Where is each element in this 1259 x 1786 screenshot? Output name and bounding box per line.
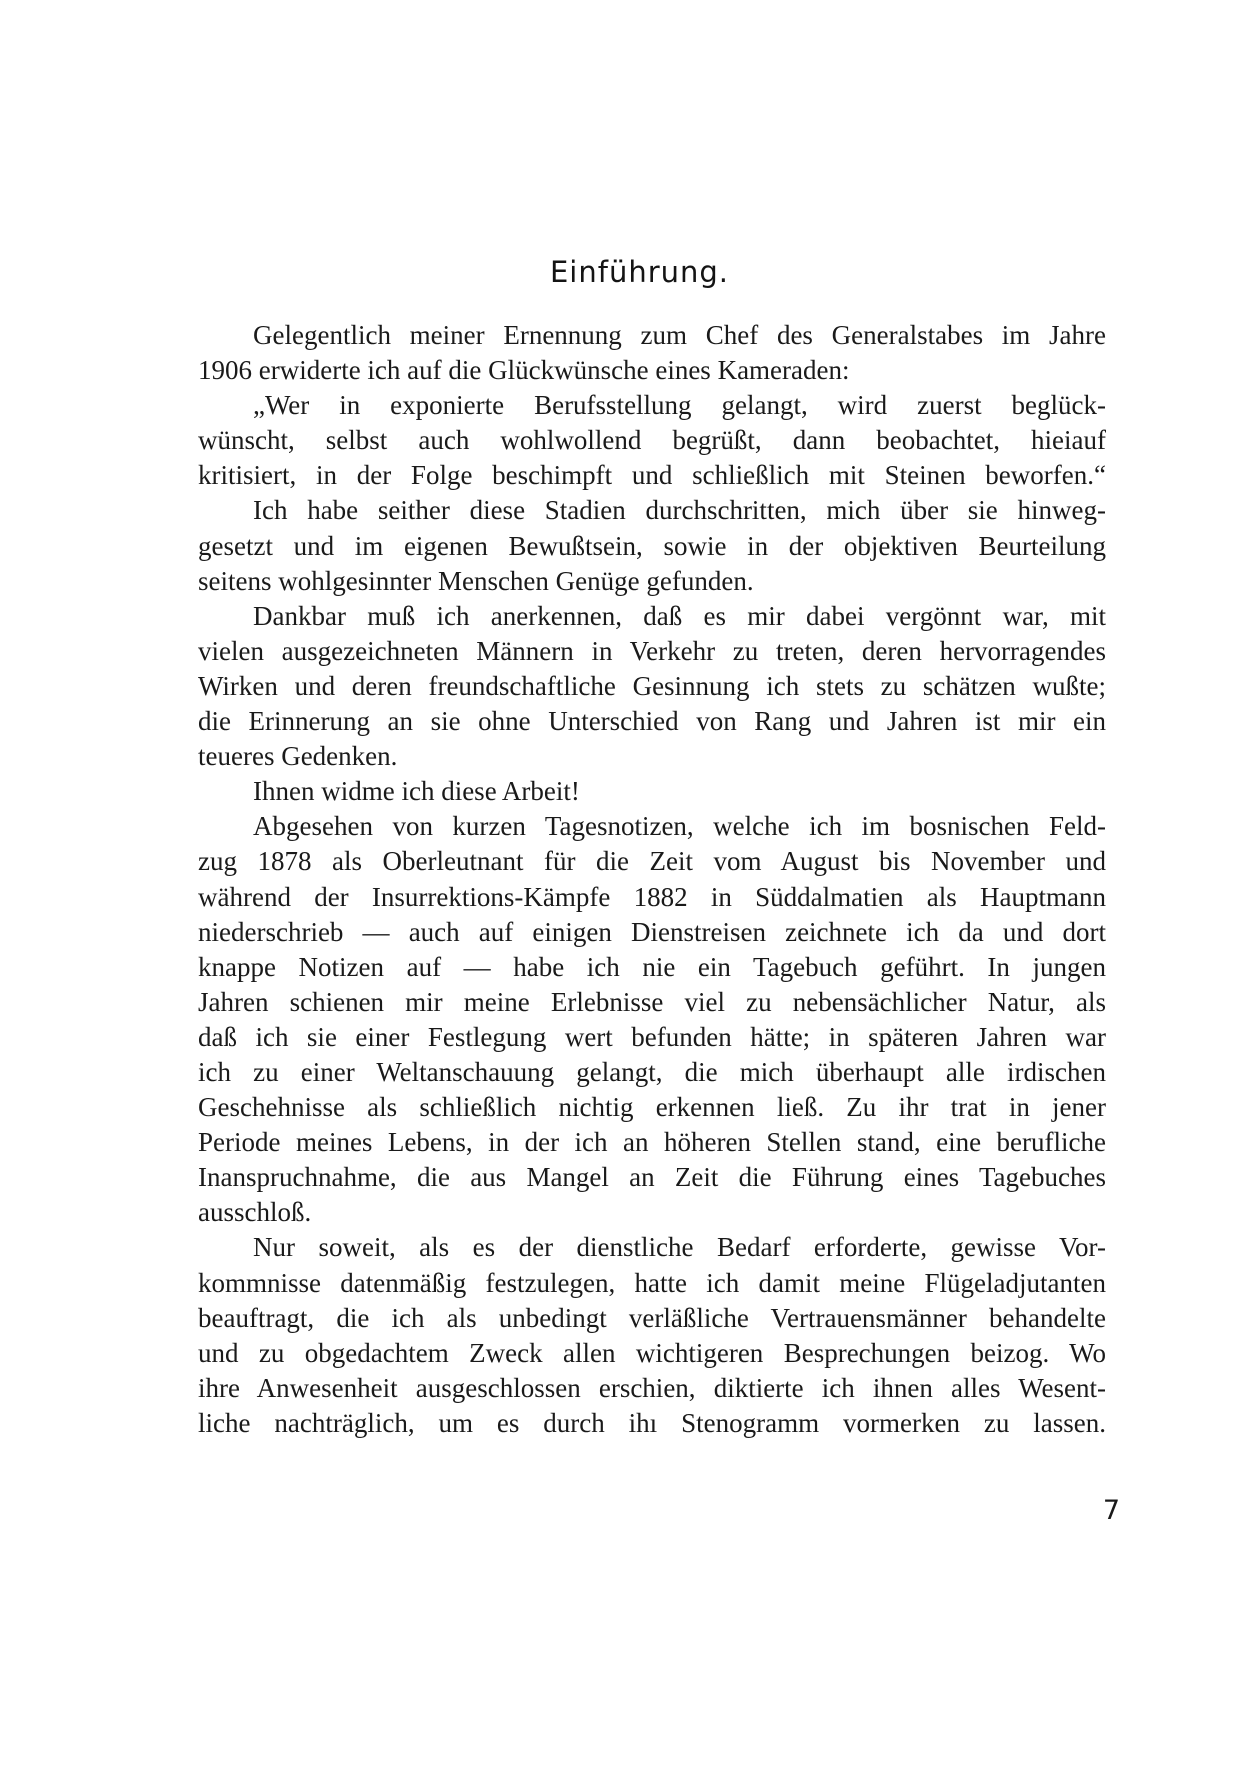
text-line: vielen ausgezeichneten Männern in Verkehr zu treten, deren hervorragendes	[198, 635, 1106, 666]
text-line: teueres Gedenken.	[198, 741, 398, 772]
text-line: beauftragt, die ich als unbedingt verläßliche Vertrauensmänner behandelte	[198, 1302, 1106, 1333]
page-number: 7	[1102, 1495, 1120, 1526]
text-line: die Erinnerung an sie ohne Unterschied von Rang und Jahren ist mir ein	[198, 706, 1106, 737]
text-line: Ich habe seither diese Stadien durchschritten, mich über sie hinweg-	[253, 495, 1106, 526]
text-line: Geschehnisse als schließlich nichtig erkennen ließ. Zu ihr trat in jener	[198, 1092, 1106, 1123]
text-line: und zu obgedachtem Zweck allen wichtigeren Besprechungen beizog. Wo	[198, 1337, 1106, 1368]
text-line: niederschrieb — auch auf einigen Dienstreisen zeichnete ich da und dort	[198, 916, 1106, 947]
text-line: Periode meines Lebens, in der ich an höheren Stellen stand, eine berufliche	[198, 1127, 1106, 1158]
text-line: kritisiert, in der Folge beschimpft und schließlich mit Steinen beworfen.“	[198, 460, 1106, 491]
text-line: „Wer in exponierte Berufsstellung gelangt, wird zuerst beglück-	[253, 390, 1106, 421]
text-line: knappe Notizen auf — habe ich nie ein Tagebuch geführt. In jungen	[198, 951, 1106, 982]
chapter-title: Einführung.	[549, 255, 730, 289]
text-line: wünscht, selbst auch wohlwollend begrüßt, dann beobachtet, hieiauf	[198, 425, 1106, 456]
text-line: seitens wohlgesinnter Menschen Genüge gefunden.	[198, 565, 754, 596]
text-line: während der Insurrektions-Kämpfe 1882 in Süddalmatien als Hauptmann	[198, 881, 1106, 912]
body-text	[198, 318, 1106, 1441]
text-line: zug 1878 als Oberleutnant für die Zeit vom August bis November und	[198, 846, 1106, 877]
text-line: Inanspruchnahme, die aus Mangel an Zeit die Führung eines Tagebuches	[198, 1162, 1106, 1193]
text-line: liche nachträglich, um es durch ihı Stenogramm vormerken zu lassen.	[198, 1407, 1106, 1438]
text-line: ausschloß.	[198, 1197, 312, 1228]
text-line: Nur soweit, als es der dienstliche Bedarf erforderte, gewisse Vor-	[253, 1232, 1106, 1263]
text-line: gesetzt und im eigenen Bewußtsein, sowie in der objektiven Beurteilung	[198, 530, 1106, 561]
text-line: daß ich sie einer Festlegung wert befunden hätte; in späteren Jahren war	[198, 1021, 1106, 1052]
text-line: 1906 erwiderte ich auf die Glückwünsche eines Kameraden:	[198, 355, 850, 386]
text-line: Wirken und deren freundschaftliche Gesinnung ich stets zu schätzen wußte;	[198, 670, 1106, 701]
text-line: Dankbar muß ich anerkennen, daß es mir dabei vergönnt war, mit	[253, 600, 1106, 631]
text-line: Gelegentlich meiner Ernennung zum Chef des Generalstabes im Jahre	[253, 320, 1106, 350]
text-line: kommnisse datenmäßig festzulegen, hatte ich damit meine Flügeladjutanten	[198, 1267, 1106, 1298]
text-line: ich zu einer Weltanschauung gelangt, die mich überhaupt alle irdischen	[198, 1056, 1106, 1087]
text-line: Ihnen widme ich diese Arbeit!	[253, 776, 580, 807]
text-line: Abgesehen von kurzen Tagesnotizen, welche ich im bosnischen Feld-	[253, 811, 1106, 842]
text-line: ihre Anwesenheit ausgeschlossen erschien, diktierte ich ihnen alles Wesent-	[198, 1372, 1106, 1403]
text-line: Jahren schienen mir meine Erlebnisse viel zu nebensächlicher Natur, als	[198, 986, 1106, 1017]
